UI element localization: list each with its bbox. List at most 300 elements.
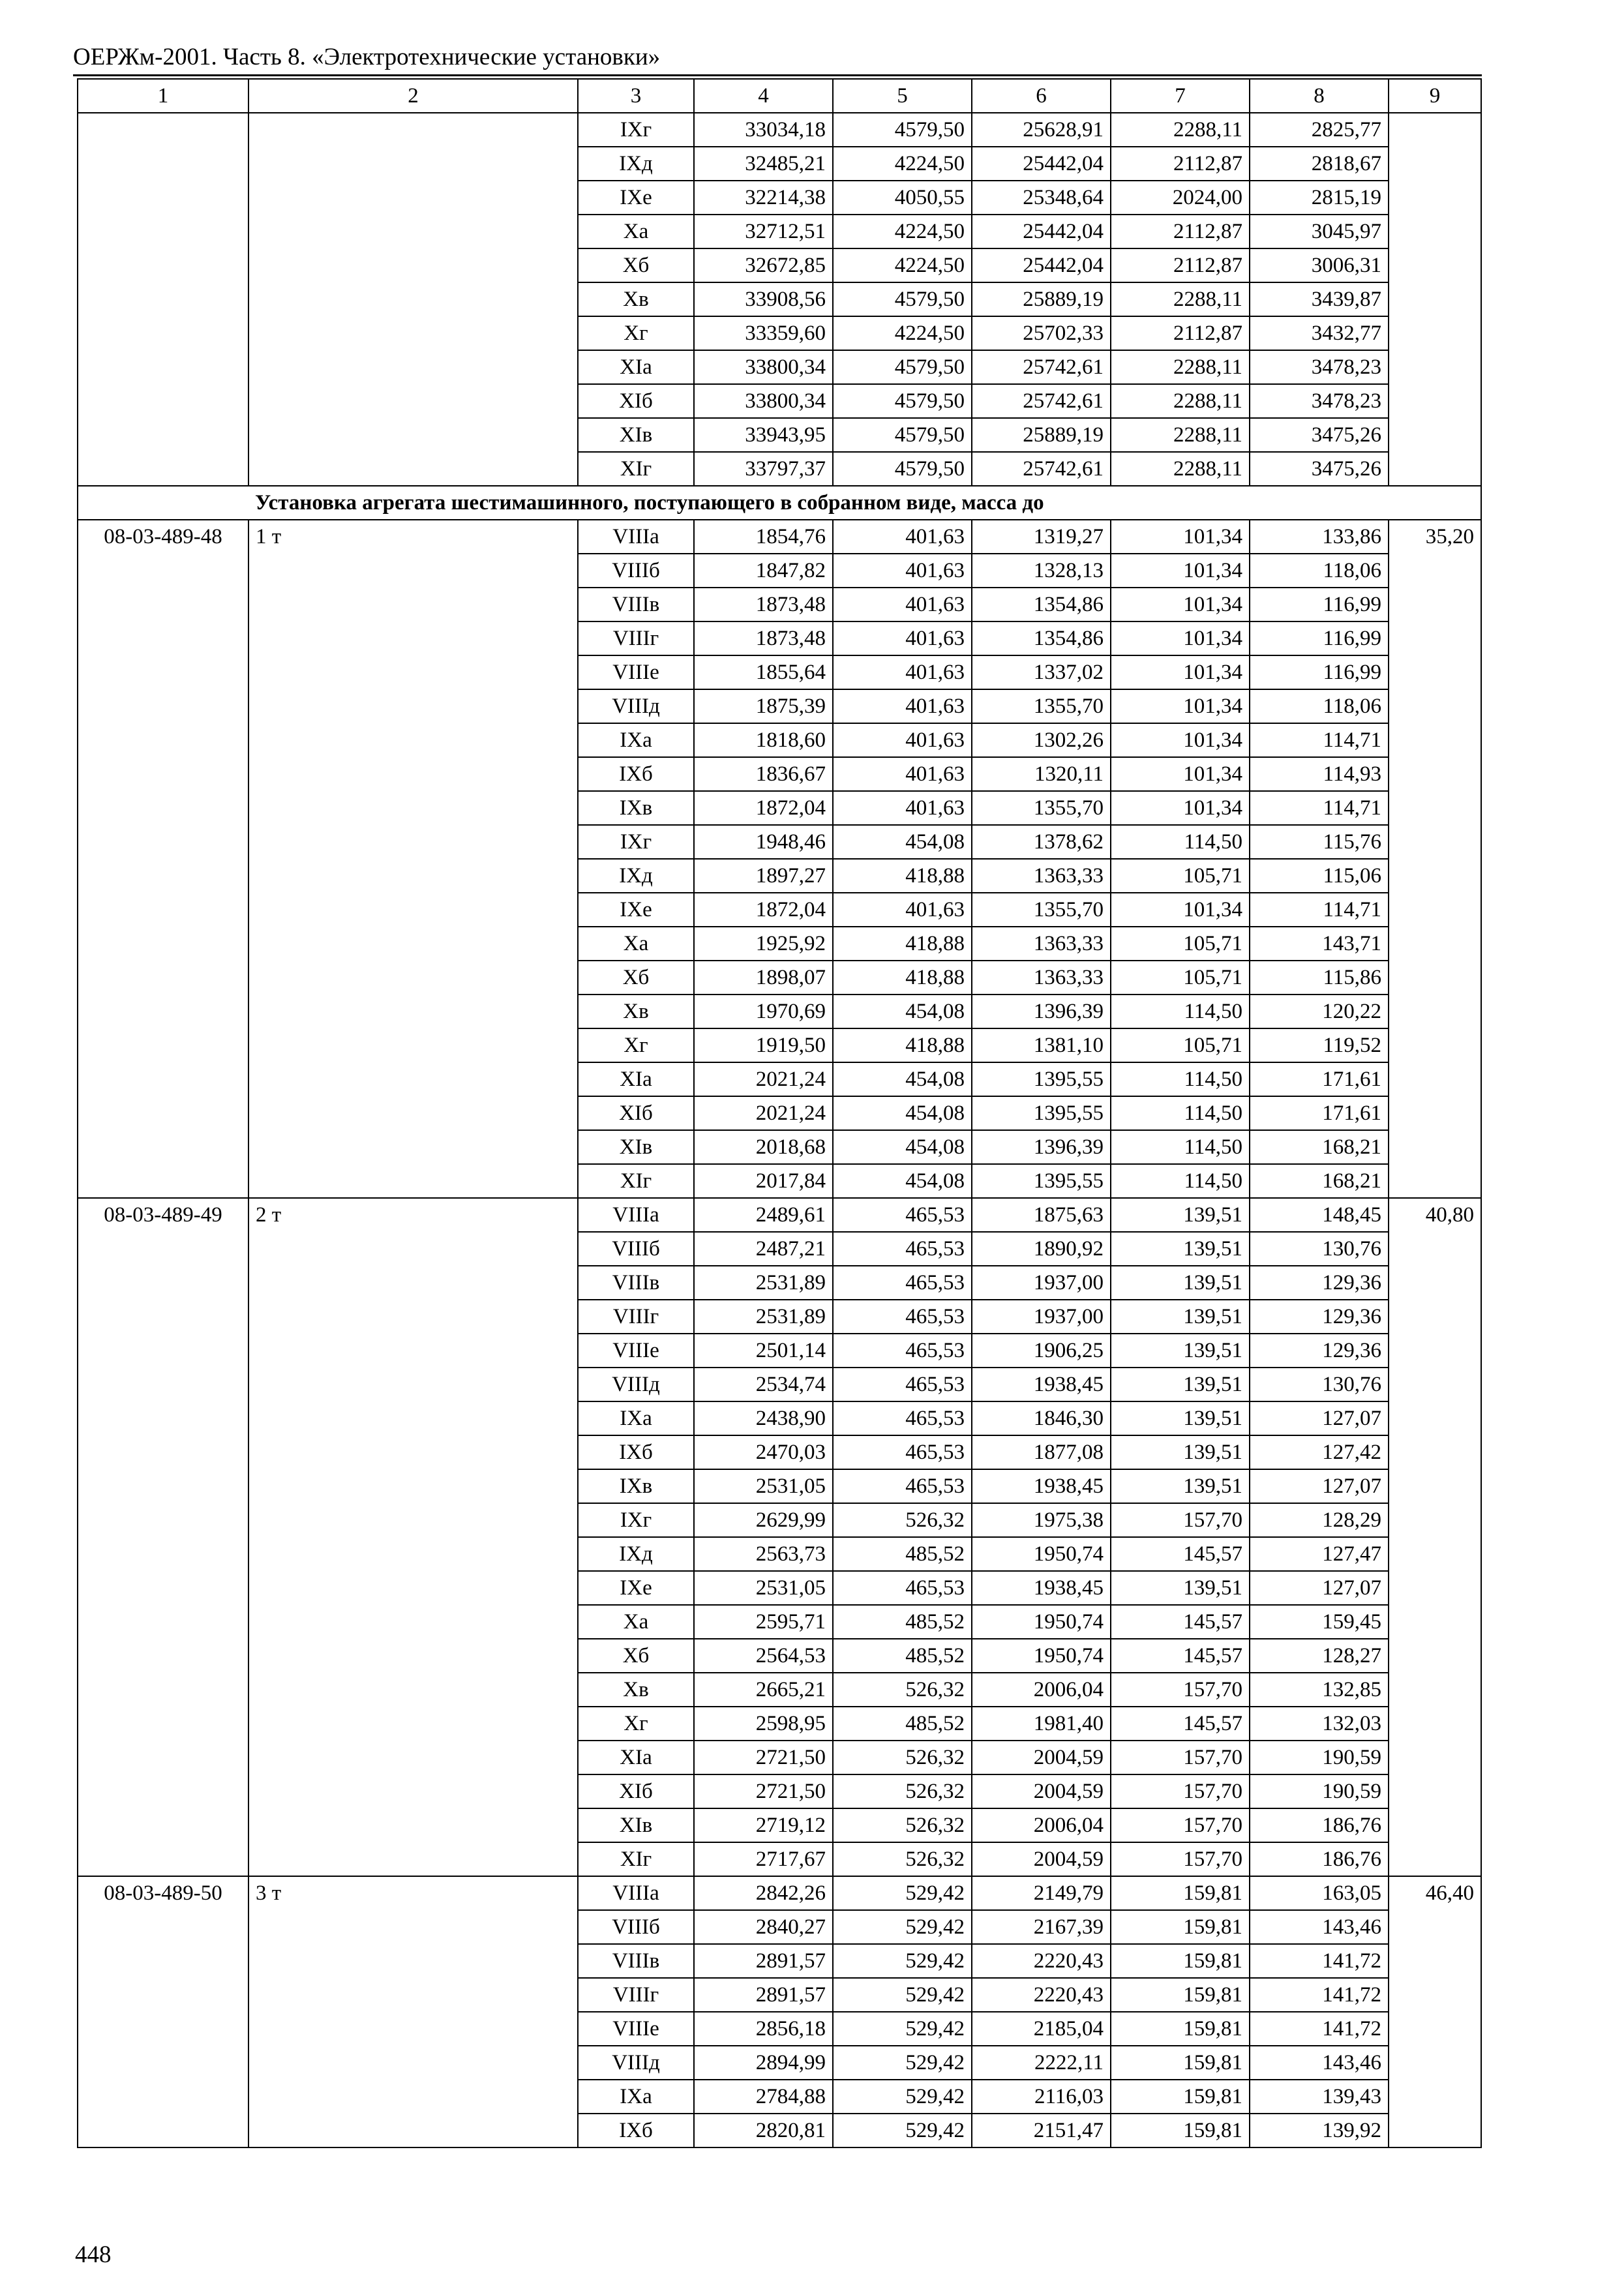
cell-value: 141,72	[1250, 1944, 1389, 1978]
cell-value: 2017,84	[694, 1164, 833, 1198]
cell-category: VIIIе	[578, 2012, 694, 2046]
cell-value: 114,50	[1111, 995, 1250, 1028]
column-number: 5	[833, 79, 972, 113]
cell-value: 3006,31	[1250, 248, 1389, 282]
cell-value: 1938,45	[972, 1571, 1111, 1605]
cell-value: 115,06	[1250, 859, 1389, 893]
cell-value: 25442,04	[972, 147, 1111, 181]
cell-name: 2 т	[248, 1198, 578, 1876]
cell-value: 2288,11	[1111, 282, 1250, 316]
cell-value: 139,51	[1111, 1232, 1250, 1266]
cell-value: 401,63	[833, 689, 972, 723]
cell-value: 2665,21	[694, 1673, 833, 1707]
cell-category: Xв	[578, 1673, 694, 1707]
cell-value: 2721,50	[694, 1741, 833, 1774]
cell-value: 2563,73	[694, 1537, 833, 1571]
cell-value: 132,85	[1250, 1673, 1389, 1707]
cell-category: XIб	[578, 1096, 694, 1130]
cell-value: 2842,26	[694, 1876, 833, 1910]
cell-value: 2531,05	[694, 1571, 833, 1605]
cell-value: 32214,38	[694, 181, 833, 215]
cell-value: 25742,61	[972, 384, 1111, 418]
cell-value: 4050,55	[833, 181, 972, 215]
cell-value: 145,57	[1111, 1707, 1250, 1741]
cell-category: Xв	[578, 995, 694, 1028]
cell-value: 116,99	[1250, 621, 1389, 655]
cell-value: 526,32	[833, 1503, 972, 1537]
cell-value: 2487,21	[694, 1232, 833, 1266]
cell-value: 25742,61	[972, 452, 1111, 486]
cell-category: XIа	[578, 1062, 694, 1096]
cell-category: IXа	[578, 1401, 694, 1435]
cell-value: 1897,27	[694, 859, 833, 893]
cell-category: Xг	[578, 1028, 694, 1062]
cell-value: 130,76	[1250, 1232, 1389, 1266]
cell-value: 1898,07	[694, 961, 833, 995]
section-heading-row	[78, 486, 1481, 520]
cell-value: 401,63	[833, 554, 972, 588]
table-row	[78, 113, 1481, 147]
cell-category: VIIIд	[578, 2046, 694, 2080]
cell-category: VIIIд	[578, 689, 694, 723]
cell-value: 526,32	[833, 1741, 972, 1774]
cell-value: 454,08	[833, 825, 972, 859]
cell-value: 129,36	[1250, 1300, 1389, 1334]
cell-value: 145,57	[1111, 1605, 1250, 1639]
cell-value: 114,50	[1111, 1130, 1250, 1164]
cell-value: 2112,87	[1111, 147, 1250, 181]
cell-category: XIв	[578, 1130, 694, 1164]
cell-value: 114,50	[1111, 825, 1250, 859]
cell-category: VIIIв	[578, 1266, 694, 1300]
column-number-row	[78, 79, 1481, 113]
cell-value: 2112,87	[1111, 215, 1250, 248]
cell-value: 118,06	[1250, 689, 1389, 723]
cell-value: 157,70	[1111, 1503, 1250, 1537]
cell-category: Xа	[578, 927, 694, 961]
cell-value: 529,42	[833, 2080, 972, 2114]
cell-category: XIа	[578, 1741, 694, 1774]
cell-value: 2185,04	[972, 2012, 1111, 2046]
cell-value: 1836,67	[694, 757, 833, 791]
table-row	[78, 1198, 1481, 1232]
cell-value: 101,34	[1111, 757, 1250, 791]
cell-col9	[1389, 113, 1481, 486]
cell-category: IXа	[578, 2080, 694, 2114]
cell-value: 139,51	[1111, 1401, 1250, 1435]
cell-value: 529,42	[833, 2012, 972, 2046]
cell-value: 1847,82	[694, 554, 833, 588]
cell-value: 190,59	[1250, 1741, 1389, 1774]
cell-value: 114,93	[1250, 757, 1389, 791]
cell-value: 127,42	[1250, 1435, 1389, 1469]
cell-value: 1395,55	[972, 1096, 1111, 1130]
cell-value: 139,51	[1111, 1435, 1250, 1469]
cell-value: 115,76	[1250, 825, 1389, 859]
column-number: 2	[248, 79, 578, 113]
cell-value: 4224,50	[833, 147, 972, 181]
cell-value: 526,32	[833, 1673, 972, 1707]
column-number: 6	[972, 79, 1111, 113]
cell-value: 2006,04	[972, 1808, 1111, 1842]
cell-value: 465,53	[833, 1571, 972, 1605]
cell-value: 418,88	[833, 927, 972, 961]
cell-category: IXе	[578, 181, 694, 215]
cell-value: 418,88	[833, 1028, 972, 1062]
cell-value: 159,81	[1111, 2114, 1250, 2147]
cell-category: VIIIе	[578, 1334, 694, 1368]
cell-value: 186,76	[1250, 1808, 1389, 1842]
cell-value: 2501,14	[694, 1334, 833, 1368]
column-number: 7	[1111, 79, 1250, 113]
cell-value: 2288,11	[1111, 113, 1250, 147]
column-number: 9	[1389, 79, 1481, 113]
cell-value: 129,36	[1250, 1266, 1389, 1300]
cell-value: 2564,53	[694, 1639, 833, 1673]
cell-value: 529,42	[833, 1978, 972, 2012]
cell-value: 401,63	[833, 520, 972, 554]
cell-value: 101,34	[1111, 588, 1250, 621]
cell-value: 139,51	[1111, 1334, 1250, 1368]
cell-value: 418,88	[833, 859, 972, 893]
cell-value: 132,03	[1250, 1707, 1389, 1741]
cell-category: VIIIв	[578, 1944, 694, 1978]
cell-value: 25742,61	[972, 350, 1111, 384]
cell-value: 1320,11	[972, 757, 1111, 791]
cell-value: 2820,81	[694, 2114, 833, 2147]
cell-value: 3045,97	[1250, 215, 1389, 248]
cell-value: 526,32	[833, 1808, 972, 1842]
cell-category: VIIIа	[578, 1876, 694, 1910]
cell-value: 2288,11	[1111, 418, 1250, 452]
cell-value: 1328,13	[972, 554, 1111, 588]
cell-category: XIв	[578, 418, 694, 452]
cell-category: Xб	[578, 248, 694, 282]
cell-value: 1950,74	[972, 1639, 1111, 1673]
cell-value: 2531,05	[694, 1469, 833, 1503]
cell-value: 139,92	[1250, 2114, 1389, 2147]
cell-value: 465,53	[833, 1334, 972, 1368]
cell-value: 130,76	[1250, 1368, 1389, 1401]
cell-value: 1937,00	[972, 1300, 1111, 1334]
cell-category: XIв	[578, 1808, 694, 1842]
cell-value: 25442,04	[972, 215, 1111, 248]
cell-value: 2470,03	[694, 1435, 833, 1469]
cell-value: 101,34	[1111, 689, 1250, 723]
cell-value: 143,46	[1250, 1910, 1389, 1944]
cell-value: 2784,88	[694, 2080, 833, 2114]
cell-category: IXб	[578, 2114, 694, 2147]
cell-value: 3478,23	[1250, 350, 1389, 384]
cell-value: 4579,50	[833, 418, 972, 452]
cell-category: XIб	[578, 384, 694, 418]
cell-value: 25889,19	[972, 418, 1111, 452]
cell-value: 1950,74	[972, 1537, 1111, 1571]
cell-value: 1981,40	[972, 1707, 1111, 1741]
cell-value: 3478,23	[1250, 384, 1389, 418]
cell-value: 33800,34	[694, 384, 833, 418]
cell-value: 1363,33	[972, 859, 1111, 893]
cell-value: 2018,68	[694, 1130, 833, 1164]
cell-value: 171,61	[1250, 1062, 1389, 1096]
cell-value: 2021,24	[694, 1062, 833, 1096]
cell-value: 159,81	[1111, 2046, 1250, 2080]
cell-value: 33359,60	[694, 316, 833, 350]
cell-category: IXг	[578, 1503, 694, 1537]
cell-value: 25628,91	[972, 113, 1111, 147]
cell-value: 485,52	[833, 1537, 972, 1571]
cell-code: 08-03-489-48	[78, 520, 248, 1198]
cell-category: Xб	[578, 961, 694, 995]
cell-value: 465,53	[833, 1232, 972, 1266]
cell-value: 1395,55	[972, 1062, 1111, 1096]
cell-value: 139,51	[1111, 1300, 1250, 1334]
cell-category: IXе	[578, 1571, 694, 1605]
cell-value: 1855,64	[694, 655, 833, 689]
cell-value: 114,50	[1111, 1096, 1250, 1130]
cell-value: 1950,74	[972, 1605, 1111, 1639]
cell-value: 143,46	[1250, 2046, 1389, 2080]
cell-value: 1396,39	[972, 1130, 1111, 1164]
cell-value: 1919,50	[694, 1028, 833, 1062]
cell-value: 119,52	[1250, 1028, 1389, 1062]
cell-value: 3475,26	[1250, 418, 1389, 452]
cell-value: 4224,50	[833, 316, 972, 350]
cell-value: 4579,50	[833, 452, 972, 486]
cell-value: 4579,50	[833, 350, 972, 384]
table-body	[78, 79, 1481, 2147]
cell-value: 1872,04	[694, 791, 833, 825]
cell-value: 1975,38	[972, 1503, 1111, 1537]
cell-value: 159,81	[1111, 2080, 1250, 2114]
cell-value: 127,47	[1250, 1537, 1389, 1571]
cell-value: 139,51	[1111, 1266, 1250, 1300]
cell-code: 08-03-489-49	[78, 1198, 248, 1876]
cell-value: 114,71	[1250, 893, 1389, 927]
cell-value: 1378,62	[972, 825, 1111, 859]
cell-value: 529,42	[833, 2046, 972, 2080]
cell-value: 401,63	[833, 588, 972, 621]
cell-value: 465,53	[833, 1435, 972, 1469]
cell-value: 2220,43	[972, 1978, 1111, 2012]
cell-value: 3432,77	[1250, 316, 1389, 350]
cell-name	[248, 113, 578, 486]
cell-value: 2222,11	[972, 2046, 1111, 2080]
cell-value: 526,32	[833, 1774, 972, 1808]
cell-category: VIIIв	[578, 588, 694, 621]
cell-value: 1846,30	[972, 1401, 1111, 1435]
cell-value: 148,45	[1250, 1198, 1389, 1232]
cell-value: 186,76	[1250, 1842, 1389, 1876]
cell-value: 116,99	[1250, 655, 1389, 689]
cell-value: 2167,39	[972, 1910, 1111, 1944]
cell-value: 1302,26	[972, 723, 1111, 757]
cell-value: 145,57	[1111, 1639, 1250, 1673]
cell-value: 401,63	[833, 791, 972, 825]
cell-value: 465,53	[833, 1401, 972, 1435]
cell-name: 1 т	[248, 520, 578, 1198]
cell-value: 2825,77	[1250, 113, 1389, 147]
cell-value: 1337,02	[972, 655, 1111, 689]
cell-value: 1354,86	[972, 621, 1111, 655]
cell-value: 2288,11	[1111, 350, 1250, 384]
cell-value: 139,51	[1111, 1571, 1250, 1605]
cell-value: 25442,04	[972, 248, 1111, 282]
cell-value: 159,81	[1111, 2012, 1250, 2046]
column-number: 4	[694, 79, 833, 113]
page-number: 448	[75, 2241, 112, 2268]
running-header: ОЕРЖм-2001. Часть 8. «Электротехнические установки»	[73, 44, 661, 70]
cell-value: 2116,03	[972, 2080, 1111, 2114]
cell-value: 33797,37	[694, 452, 833, 486]
cell-value: 127,07	[1250, 1571, 1389, 1605]
cell-value: 101,34	[1111, 723, 1250, 757]
cell-category: IXб	[578, 1435, 694, 1469]
cell-value: 485,52	[833, 1707, 972, 1741]
cell-category: VIIIг	[578, 1300, 694, 1334]
cell-value: 401,63	[833, 621, 972, 655]
cell-value: 4579,50	[833, 384, 972, 418]
cell-value: 401,63	[833, 757, 972, 791]
cell-value: 1363,33	[972, 961, 1111, 995]
cell-category: XIб	[578, 1774, 694, 1808]
cell-category: VIIIб	[578, 1910, 694, 1944]
cell-value: 127,07	[1250, 1469, 1389, 1503]
cell-category: IXв	[578, 1469, 694, 1503]
cell-category: Xг	[578, 316, 694, 350]
cell-value: 2004,59	[972, 1741, 1111, 1774]
cell-value: 2004,59	[972, 1774, 1111, 1808]
header-rule	[73, 74, 1482, 76]
cell-category: IXе	[578, 893, 694, 927]
cell-value: 33908,56	[694, 282, 833, 316]
cell-value: 2719,12	[694, 1808, 833, 1842]
cell-value: 465,53	[833, 1469, 972, 1503]
cell-value: 116,99	[1250, 588, 1389, 621]
cell-category: Xг	[578, 1707, 694, 1741]
cell-value: 114,50	[1111, 1164, 1250, 1198]
cell-category: VIIIа	[578, 520, 694, 554]
cell-value: 133,86	[1250, 520, 1389, 554]
cell-value: 454,08	[833, 1096, 972, 1130]
cell-value: 33034,18	[694, 113, 833, 147]
cell-value: 118,06	[1250, 554, 1389, 588]
cell-value: 401,63	[833, 893, 972, 927]
cell-value: 157,70	[1111, 1673, 1250, 1707]
cell-value: 2021,24	[694, 1096, 833, 1130]
cell-value: 32485,21	[694, 147, 833, 181]
cell-value: 2891,57	[694, 1944, 833, 1978]
cell-value: 157,70	[1111, 1741, 1250, 1774]
cell-value: 143,71	[1250, 927, 1389, 961]
cell-value: 465,53	[833, 1266, 972, 1300]
cell-value: 1970,69	[694, 995, 833, 1028]
cell-value: 2112,87	[1111, 248, 1250, 282]
cell-category: XIг	[578, 1842, 694, 1876]
cell-value: 2024,00	[1111, 181, 1250, 215]
cell-value: 2288,11	[1111, 384, 1250, 418]
cell-value: 2004,59	[972, 1842, 1111, 1876]
cell-value: 159,81	[1111, 1910, 1250, 1944]
cell-value: 1938,45	[972, 1368, 1111, 1401]
cell-value: 171,61	[1250, 1096, 1389, 1130]
cell-value: 2288,11	[1111, 452, 1250, 486]
cell-value: 465,53	[833, 1368, 972, 1401]
cell-value: 1938,45	[972, 1469, 1111, 1503]
cell-value: 3439,87	[1250, 282, 1389, 316]
cell-value: 526,32	[833, 1842, 972, 1876]
cell-value: 101,34	[1111, 655, 1250, 689]
cell-value: 190,59	[1250, 1774, 1389, 1808]
cell-value: 1396,39	[972, 995, 1111, 1028]
cell-value: 454,08	[833, 1130, 972, 1164]
cell-value: 139,51	[1111, 1198, 1250, 1232]
cell-value: 101,34	[1111, 791, 1250, 825]
cell-value: 25702,33	[972, 316, 1111, 350]
cell-value: 157,70	[1111, 1808, 1250, 1842]
cell-value: 2534,74	[694, 1368, 833, 1401]
column-number: 3	[578, 79, 694, 113]
cell-value: 127,07	[1250, 1401, 1389, 1435]
cell-value: 1877,08	[972, 1435, 1111, 1469]
column-number: 8	[1250, 79, 1389, 113]
cell-value: 33943,95	[694, 418, 833, 452]
cell-value: 2220,43	[972, 1944, 1111, 1978]
cell-value: 139,51	[1111, 1368, 1250, 1401]
cell-value: 1355,70	[972, 689, 1111, 723]
cell-value: 465,53	[833, 1198, 972, 1232]
column-number: 1	[78, 79, 248, 113]
cell-value: 159,81	[1111, 1978, 1250, 2012]
cell-value: 1354,86	[972, 588, 1111, 621]
cell-value: 157,70	[1111, 1774, 1250, 1808]
cell-category: IXа	[578, 723, 694, 757]
cell-value: 1395,55	[972, 1164, 1111, 1198]
cell-value: 159,45	[1250, 1605, 1389, 1639]
cell-value: 1937,00	[972, 1266, 1111, 1300]
cell-value: 2531,89	[694, 1300, 833, 1334]
cell-category: IXд	[578, 147, 694, 181]
cell-category: Xа	[578, 215, 694, 248]
cell-value: 2006,04	[972, 1673, 1111, 1707]
cell-col9: 40,80	[1389, 1198, 1481, 1876]
cell-value: 32712,51	[694, 215, 833, 248]
cell-value: 141,72	[1250, 1978, 1389, 2012]
cell-value: 2531,89	[694, 1266, 833, 1300]
cell-category: IXг	[578, 113, 694, 147]
cell-category: VIIIб	[578, 1232, 694, 1266]
cell-value: 529,42	[833, 1910, 972, 1944]
cell-category: IXв	[578, 791, 694, 825]
cell-value: 2818,67	[1250, 147, 1389, 181]
cell-value: 2717,67	[694, 1842, 833, 1876]
cell-value: 2629,99	[694, 1503, 833, 1537]
cell-value: 1363,33	[972, 927, 1111, 961]
cell-value: 1906,25	[972, 1334, 1111, 1368]
cell-value: 2438,90	[694, 1401, 833, 1435]
cell-value: 401,63	[833, 723, 972, 757]
cell-value: 101,34	[1111, 893, 1250, 927]
cell-value: 2815,19	[1250, 181, 1389, 215]
cell-category: IXб	[578, 757, 694, 791]
cell-category: VIIIе	[578, 655, 694, 689]
cell-value: 4579,50	[833, 113, 972, 147]
cell-value: 1319,27	[972, 520, 1111, 554]
cell-value: 2112,87	[1111, 316, 1250, 350]
cell-value: 1875,39	[694, 689, 833, 723]
cell-category: Xв	[578, 282, 694, 316]
cell-value: 1873,48	[694, 588, 833, 621]
